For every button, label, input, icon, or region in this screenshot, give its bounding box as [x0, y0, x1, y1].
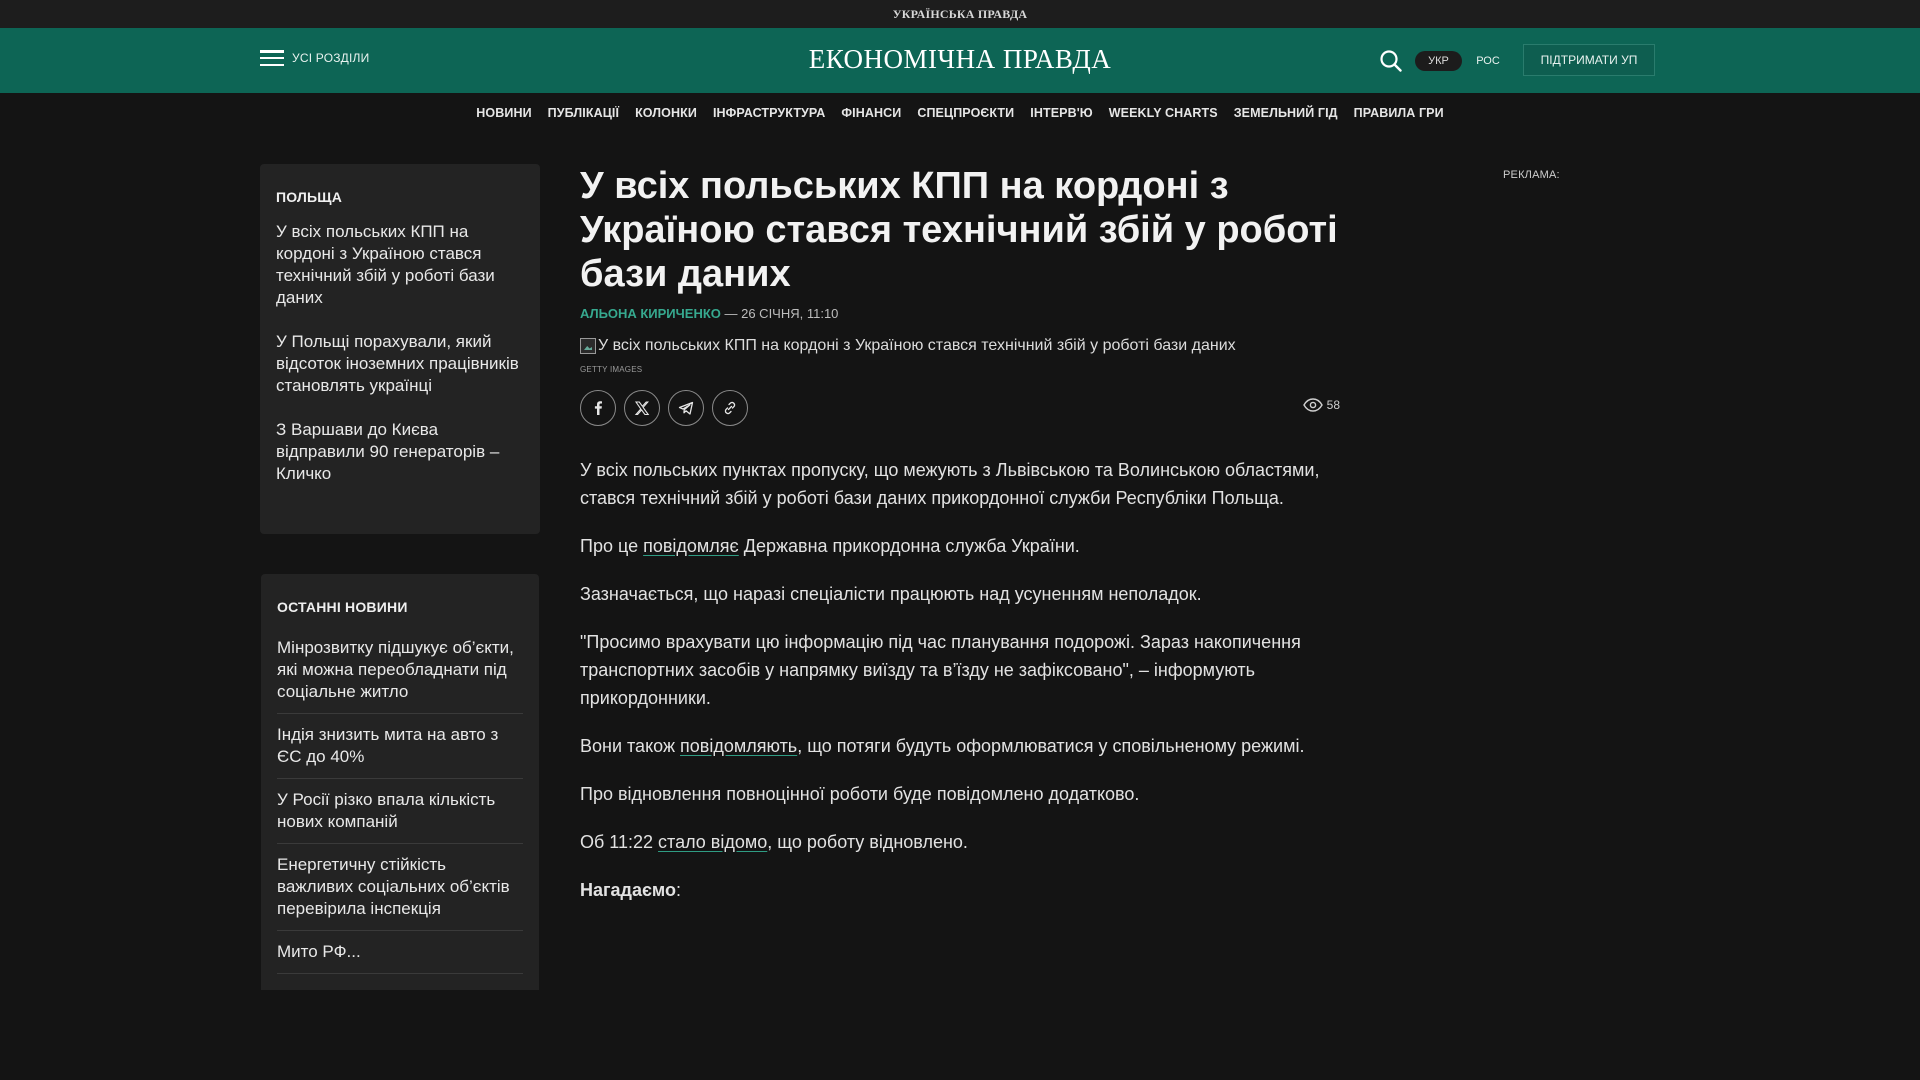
- article-image-alt: У всіх польських КПП на кордоні з Україною стався технічний збій у роботі бази даних: [598, 337, 1236, 354]
- eye-icon: [1303, 398, 1323, 412]
- latest-news-link[interactable]: Мінрозвитку підшукує об’єкти, які можна переобладнати під соціальне житло: [277, 638, 514, 701]
- article-headline: У всіх польських КПП на кордоні з Україною стався технічний збій у роботі бази даних: [580, 165, 1338, 295]
- view-count: 58: [1326, 398, 1340, 412]
- latest-news-card: [261, 574, 539, 994]
- paragraph: Про відновлення повноцінної роботи буде повідомлено додатково.: [580, 784, 1140, 804]
- list-item: [277, 627, 523, 714]
- page-bottom-overlay: [0, 990, 1920, 1080]
- lang-ukr-toggle[interactable]: УКР: [1415, 51, 1462, 71]
- topic-link[interactable]: У всіх польських КПП на кордоні з Україною стався технічний збій у роботі бази даних: [276, 222, 495, 307]
- topic-card-poland: [260, 164, 540, 534]
- text: , що потяги будуть оформлюватися у сповільненому режимі.: [797, 736, 1305, 756]
- article-image: [580, 337, 1340, 355]
- author-link[interactable]: АЛЬОНА КИРИЧЕНКО: [580, 306, 721, 321]
- topic-title[interactable]: ПОЛЬЩА: [276, 189, 343, 205]
- nav-item-finance[interactable]: ФІНАНСИ: [841, 106, 902, 120]
- list-item: [277, 931, 523, 974]
- nav-item-news[interactable]: НОВИНИ: [476, 106, 532, 120]
- nav-item-infrastructure[interactable]: ІНФРАСТРУКТУРА: [712, 106, 826, 120]
- source-link[interactable]: стало відомо: [658, 832, 768, 852]
- text: :: [675, 880, 681, 900]
- paragraph: У всіх польських пунктах пропуску, що межують з Львівською та Волинською областями, стався технічний збій у роботі бази даних прикордонної служби Республіки Польща.: [580, 460, 1320, 508]
- article-date: 26 СІЧНЯ, 11:10: [741, 306, 839, 321]
- facebook-icon: [590, 400, 606, 416]
- support-up-button[interactable]: ПІДТРИМАТИ УП: [1523, 44, 1655, 76]
- paragraph: [580, 532, 1340, 560]
- up-brand-link[interactable]: УКРАЇНСЬКА ПРАВДА: [892, 6, 1028, 21]
- section-nav: [0, 93, 1920, 133]
- text: Про це: [580, 536, 644, 556]
- paragraph: "Просимо врахувати цю інформацію під час планування подорожі. Зараз накопичення транспортних засобів у напрямку виїзду та в’їзду не зафіксовано", – інформують прикордонники.: [580, 632, 1301, 708]
- text: , що роботу відновлено.: [767, 832, 968, 852]
- nav-item-weekly-charts[interactable]: WEEKLY CHARTS: [1108, 106, 1218, 120]
- nav-item-publications[interactable]: ПУБЛІКАЦІЇ: [547, 106, 620, 120]
- view-counter: [1303, 398, 1340, 412]
- share-bar: [580, 390, 1340, 426]
- latest-news-link[interactable]: Мито РФ...: [277, 942, 361, 961]
- reminder-label: Нагадаємо: [580, 880, 676, 900]
- nav-item-land-guide[interactable]: ЗЕМЕЛЬНИЙ ГІД: [1233, 106, 1338, 120]
- source-link[interactable]: повідомляє: [643, 536, 739, 556]
- facebook-share-button[interactable]: [580, 390, 616, 426]
- broken-image-icon: [580, 338, 596, 354]
- nav-item-rules-of-game[interactable]: ПРАВИЛА ГРИ: [1353, 106, 1444, 120]
- topic-link[interactable]: У Польщі порахували, який відсоток іноземних працівників становлять українці: [276, 332, 519, 395]
- search-icon[interactable]: [1378, 48, 1404, 74]
- lang-ros-toggle[interactable]: РОС: [1476, 55, 1500, 67]
- all-sections-menu-button[interactable]: [260, 50, 369, 66]
- latest-news-title[interactable]: ОСТАННІ НОВИНИ: [277, 599, 408, 615]
- paragraph: [580, 732, 1340, 760]
- topic-link[interactable]: З Варшави до Києва відправили 90 генераторів – Кличко: [276, 420, 500, 483]
- image-credit: GETTY IMAGES: [580, 365, 643, 374]
- hamburger-icon: [260, 50, 284, 66]
- x-share-button[interactable]: [624, 390, 660, 426]
- site-header: [0, 28, 1920, 93]
- ad-label: РЕКЛАМА:: [1503, 169, 1560, 181]
- article-byline: [580, 306, 1340, 321]
- latest-news-link[interactable]: У Росії різко впала кількість нових компаній: [277, 790, 496, 831]
- latest-news-link[interactable]: Енергетичну стійкість важливих соціальних об’єктів перевірила інспекція: [277, 855, 510, 918]
- nav-item-columns[interactable]: КОЛОНКИ: [635, 106, 697, 120]
- byline-separator: —: [720, 306, 742, 321]
- paragraph: [580, 828, 1340, 856]
- text: Державна прикордонна служба України.: [738, 536, 1080, 556]
- copy-link-button[interactable]: [712, 390, 748, 426]
- list-item: [277, 779, 523, 844]
- paragraph: Зазначається, що наразі спеціалісти працюють над усуненням неполадок.: [580, 584, 1202, 604]
- site-logo[interactable]: ЕКОНОМІЧНА ПРАВДА: [808, 44, 1112, 74]
- text: Об 11:22: [580, 832, 659, 852]
- latest-news-link[interactable]: Індія знизить мита на авто з ЄС до 40%: [277, 725, 499, 766]
- x-icon: [634, 400, 650, 416]
- top-brand-strip: [0, 0, 1920, 28]
- link-icon: [722, 400, 738, 416]
- article: [580, 164, 1340, 924]
- list-item: [277, 844, 523, 931]
- paragraph: [580, 876, 1340, 904]
- article-body: [580, 456, 1340, 904]
- list-item: [277, 714, 523, 779]
- menu-label: УСІ РОЗДІЛИ: [292, 51, 370, 65]
- telegram-icon: [678, 400, 694, 416]
- nav-item-special-projects[interactable]: СПЕЦПРОЄКТИ: [917, 106, 1015, 120]
- nav-item-interview[interactable]: ІНТЕРВ'Ю: [1030, 106, 1093, 120]
- telegram-share-button[interactable]: [668, 390, 704, 426]
- text: Вони також: [580, 736, 680, 756]
- source-link[interactable]: повідомляють: [680, 736, 798, 756]
